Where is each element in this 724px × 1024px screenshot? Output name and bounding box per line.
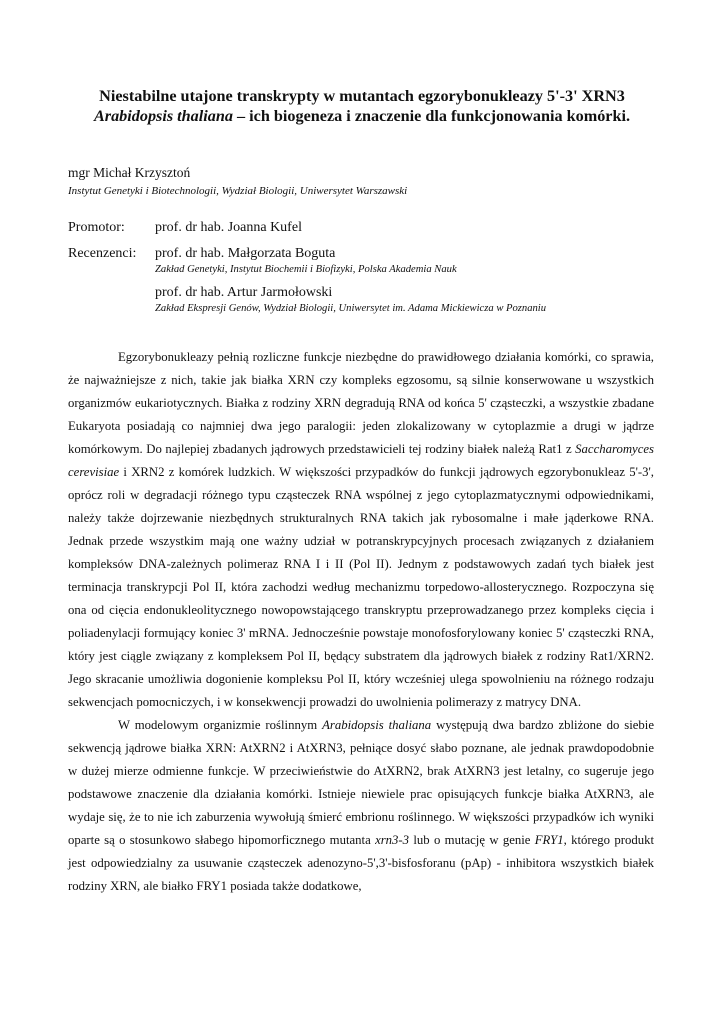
title-line-2 <box>0 106 724 126</box>
reviewer-affiliation: Zakład Genetyki, Instytut Biochemii i Biofizyki, Polska Akademia Nauk <box>155 264 457 275</box>
reviewer-name: prof. dr hab. Małgorzata Boguta <box>155 246 336 261</box>
abstract-paragraph <box>68 714 654 898</box>
title-line-1: Niestabilne utajone transkrypty w mutantach egzorybonukleazy 5'-3' XRN3 <box>99 87 625 105</box>
paragraph-text: W modelowym organizmie roślinnym <box>118 718 323 732</box>
paragraph-text: Egzorybonukleazy pełnią rozliczne funkcje niezbędne do prawidłowego działania komórki, co sprawia, że najważniejsze z nich, takie jak białka XRN czy kompleks egzosomu, są silnie konserwowane u wszystkich organizmów eukariotycznych. Białka z rodziny XRN degradują RNA od końca 5' cząsteczki, a wszystkie zbadane Eukaryota posiadają co najmniej dwa jego paralogii: jeden zlokalizowany w cytoplazmie a drugi w jądrze komórkowym. Do najlepiej zbadanych jądrowych przedstawicieli tej rodziny białek należą Rat1 z <box>68 350 654 456</box>
italic-term: xrn3-3 <box>375 833 410 847</box>
promotor-label: Promotor: <box>68 220 125 235</box>
document-title <box>0 86 724 126</box>
title-subtitle: – ich biogeneza i znaczenie dla funkcjonowania komórki. <box>232 107 631 125</box>
abstract-paragraph <box>68 346 654 714</box>
italic-term: Arabidopsis thaliana <box>322 718 432 732</box>
author-affiliation: Instytut Genetyki i Biotechnologii, Wydział Biologii, Uniwersytet Warszawski <box>68 185 408 197</box>
reviewer-name: prof. dr hab. Artur Jarmołowski <box>155 285 333 300</box>
paragraph-text: i XRN2 z komórek ludzkich. W większości przypadków do funkcji jądrowych egzorybonukleaz 5'-3', oprócz roli w degradacji różnego typu cząsteczek RNA wspólnej z jego cytoplazmatycznymi odpowiednikami, należy także dojrzewanie niezbędnych strukturalnych RNA takich jak rybosomalne i małe jąderkowe RNA. Jednak przede wszystkim mają one ważny udział w potranskrypcyjnych procesach związanych z działaniem kompleksów DNA-zależnych polimeraz RNA I i II (Pol II). Jednym z podstawowych zadań tych białek jest terminacja transkrypcji Pol II, która zachodzi według mechanizmu torpedowo-allosterycznego. Rozpoczyna się ona od cięcia endonukleolitycznego nowopowstającego transkryptu przeprowadzanego przez kompleks cięcia i poliadenylacji formujący koniec 3' mRNA. Jednocześnie powstaje monofosforylowany koniec 5' cząsteczki RNA, który jest ciągle związany z kompleksem Pol II, będący substratem dla jądrowych białek z rodziny Rat1/XRN2. Jego skracanie umożliwia dogonienie kompleksu Pol II, który wcześniej ulega spowolnieniu na różnego rodzaju sekwencjach pomocniczych, i w konsekwencji prowadzi do uwolnienia polimerazy z matrycy DNA. <box>68 465 654 709</box>
italic-term: FRY1 <box>534 833 564 847</box>
author-name: mgr Michał Krzysztoń <box>68 165 191 180</box>
paragraph-text: występują dwa bardzo zbliżone do siebie sekwencją jądrowe białka XRN: AtXRN2 i AtXRN3, pełniące dosyć słabo poznane, ale jednak prawdopodobnie w dużej mierze odmienne funkcje. W przeciwieństwie do AtXRN2, brak AtXRN3 jest letalny, co sugeruje jego podstawowe znaczenie dla działania komórki. Istnieje niewiele prac opisujących funkcje białka AtXRN3, ale wydaje się, że to nie ich zaburzenia wywołują śmierć embrionu roślinnego. W większości przypadków ich wyniki oparte są o stosunkowo słabego hipomorficznego mutanta <box>68 718 654 847</box>
reviewer-affiliation: Zakład Ekspresji Genów, Wydział Biologii, Uniwersytet im. Adama Mickiewicza w Poznaniu <box>155 303 547 314</box>
paragraph-text: lub o mutację w genie <box>409 833 535 847</box>
title-species: Arabidopsis thaliana <box>93 107 233 125</box>
promotor-name: prof. dr hab. Joanna Kufel <box>155 220 302 235</box>
abstract-body <box>68 346 654 898</box>
italic-term: Saccharomyces cerevisiae <box>68 442 654 479</box>
paragraph-text: , którego produkt jest odpowiedzialny za usuwanie cząsteczek adenozyno-5',3'-bisfosforanu (pAp) - inhibitora wszystkich białek rodziny XRN, ale białko FRY1 posiada także dodatkowe, <box>68 833 654 893</box>
reviewers-label: Recenzenci: <box>68 246 137 261</box>
